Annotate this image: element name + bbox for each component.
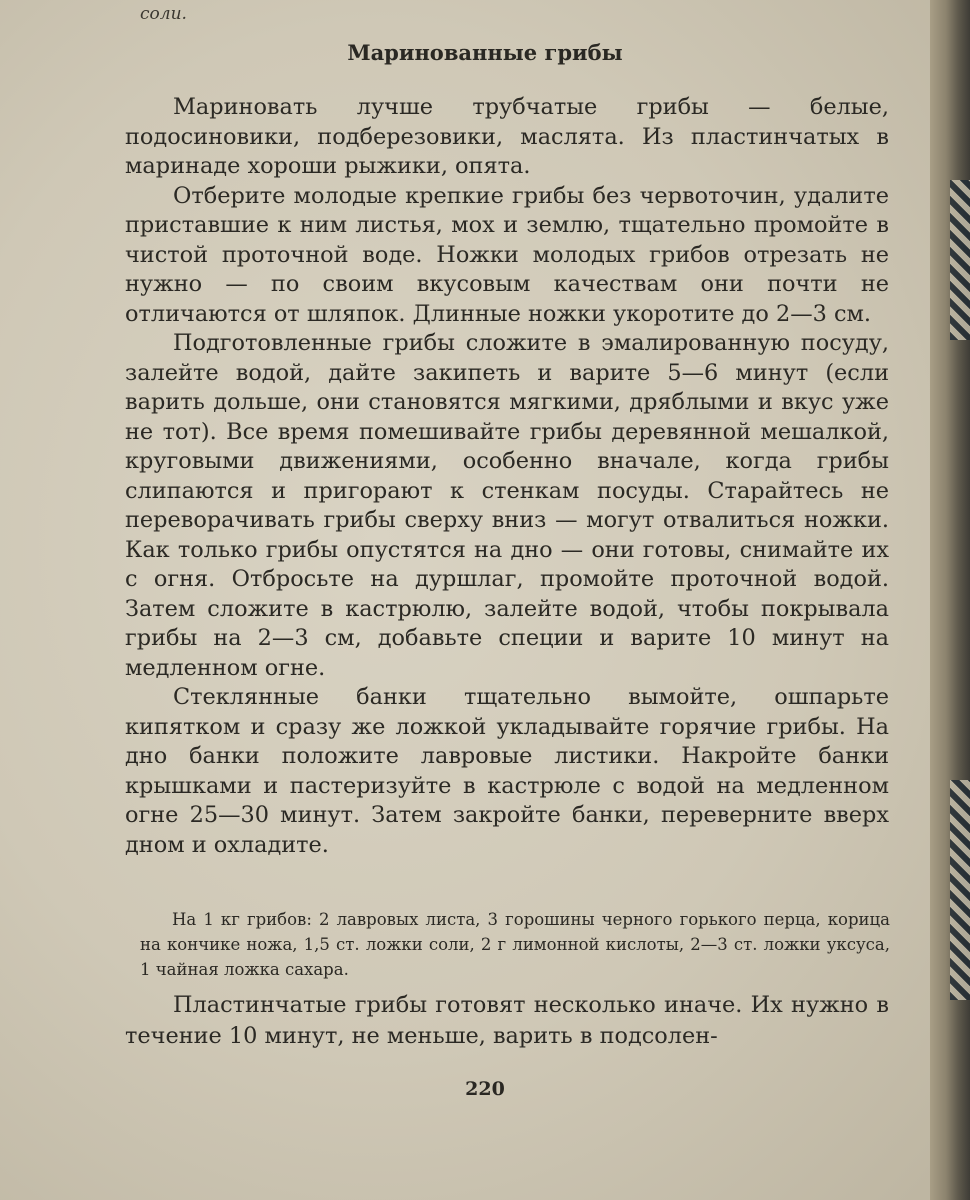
- paragraph-jars: Стеклянные банки тщательно вымойте, ошпарьте кипятком и сразу же ложкой укладывайте горячие грибы. На дно банки положите лавровые листики. Накройте банки крышками и пастеризуйте в кастрюле с водой на медленном огне 25—30 минут. Затем закройте банки, переверните вверх дном и охладите.: [125, 684, 889, 858]
- page-number: 220: [465, 1078, 505, 1100]
- recipe-body: [125, 93, 889, 860]
- ingredients-note: На 1 кг грибов: 2 лавровых листа, 3 горошины черного горького перца, корица на кончике ножа, 1,5 ст. ложки соли, 2 г лимонной кислоты, 2—3 ст. ложки уксуса, 1 чайная ложка сахара.: [140, 910, 890, 979]
- previous-text-fragment: соли.: [140, 4, 187, 24]
- recipe-heading: Маринованные грибы: [347, 40, 623, 65]
- cover-edge-pattern: [950, 780, 970, 1000]
- paragraph-cooking: Подготовленные грибы сложите в эмалированную посуду, залейте водой, дайте закипеть и варите 5—6 минут (если варить дольше, они становятся мягкими, дряблыми и вкус уже не тот). Все время помешивайте грибы деревянной мешалкой, круговыми движениями, особенно вначале, когда грибы слипаются и пригорают к стенкам посуды. Старайтесь не переворачивать грибы сверху вниз — могут отвалиться ножки. Как только грибы опустятся на дно — они готовы, снимайте их с огня. Отбросьте на дуршлаг, промойте проточной водой. Затем сложите в кастрюлю, залейте водой, чтобы покрывала грибы на 2—3 см, добавьте специи и варите 10 минут на медленном огне.: [125, 330, 889, 681]
- paragraph-intro: Мариновать лучше трубчатые грибы — белые, подосиновики, подберезовики, маслята. Из пластинчатых в маринаде хороши рыжики, опята.: [125, 94, 889, 179]
- paragraph-preparation: Отберите молодые крепкие грибы без червоточин, удалите приставшие к ним листья, мох и землю, тщательно промойте в чистой проточной воде. Ножки молодых грибов отрезать не нужно — по своим вкусовым качествам они почти не отличаются от шляпок. Длинные ножки укоротите до 2—3 см.: [125, 182, 889, 327]
- paragraph-closing: Пластинчатые грибы готовят несколько иначе. Их нужно в течение 10 минут, не меньше, варить в подсолен-: [125, 992, 889, 1049]
- cover-edge-pattern: [950, 180, 970, 340]
